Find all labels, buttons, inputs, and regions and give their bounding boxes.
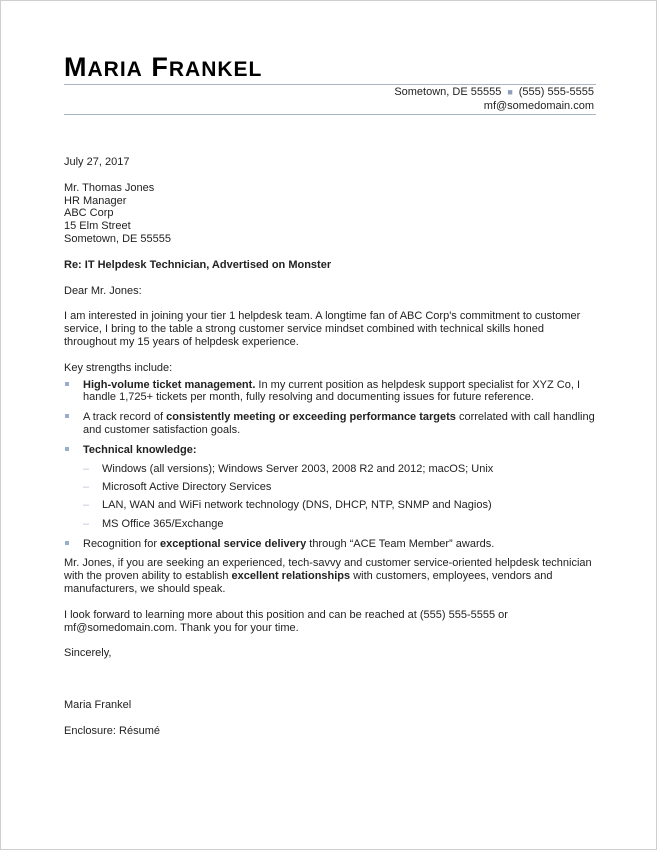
letter-date: July 27, 2017 — [64, 156, 130, 168]
bullet-bold-text: High-volume ticket management. — [83, 378, 256, 391]
tech-knowledge-list — [83, 463, 597, 531]
dash-bullet-icon: – — [83, 499, 90, 512]
square-bullet-icon — [65, 447, 69, 451]
header-rule-top — [64, 84, 596, 85]
sub-item-text: MS Office 365/Exchange — [102, 517, 224, 530]
sub-list-item — [83, 463, 597, 476]
list-item — [64, 411, 597, 437]
bullet-text: A track record of — [83, 411, 167, 424]
recipient-line: ABC Corp — [64, 207, 114, 220]
list-item — [64, 538, 597, 551]
bullet-bold-text: exceptional service delivery — [160, 537, 307, 550]
separator-bullet-icon: ■ — [507, 87, 513, 97]
intro-line: throughout my 15 years of helpdesk experience. — [64, 335, 299, 348]
closing-text: with customers, employees, vendors and manufacturers, we should speak. — [64, 570, 553, 595]
square-bullet-icon — [65, 382, 69, 386]
contact-address: Sometown, DE 55555 — [394, 86, 502, 98]
closing-paragraph — [64, 557, 597, 595]
dash-bullet-icon: – — [83, 480, 90, 493]
contact-phone: (555) 555-5555 — [518, 86, 594, 98]
header-rule-bottom — [64, 114, 596, 115]
sub-item-text: LAN, WAN and WiFi network technology (DNS, DHCP, NTP, SNMP and Nagios) — [102, 499, 492, 512]
square-bullet-icon — [65, 541, 69, 545]
recipient-line: HR Manager — [64, 194, 127, 207]
bullet-text: Recognition for — [83, 537, 161, 550]
sub-item-text: Windows (all versions); Windows Server 2003, 2008 R2 and 2012; macOS; Unix — [102, 462, 494, 475]
intro-line: service, I bring to the table a strong customer service mindset combined with technical skills honed — [64, 323, 544, 336]
strengths-list — [64, 379, 597, 551]
contact-block — [394, 86, 594, 113]
recipient-line: Mr. Thomas Jones — [64, 181, 155, 194]
dash-bullet-icon: – — [83, 462, 90, 475]
closing-paragraph-2: I look forward to learning more about this position and can be reached at (555) 555-5555 or mf@somedomain.com. Thank you for your time. — [64, 608, 508, 634]
strengths-label: Key strengths include: — [64, 361, 173, 374]
intro-line: I am interested in joining your tier 1 helpdesk team. A longtime fan of ABC Corp's commitment to customer — [64, 310, 581, 323]
sub-list-item — [83, 481, 597, 494]
signature-name: Maria Frankel — [64, 699, 132, 712]
bullet-bold-text: consistently meeting or exceeding performance targets — [166, 411, 456, 424]
name-rest-first: ARIA — [87, 58, 143, 81]
list-item — [64, 444, 597, 531]
recipient-line: 15 Elm Street — [64, 220, 131, 233]
bullet-text: through “ACE Team Member” awards. — [306, 537, 495, 550]
sub-list-item — [83, 518, 597, 531]
applicant-name — [64, 52, 262, 85]
bullet-text: In my current position as helpdesk support specialist for XYZ Co, I handle 1,725+ tickets per month, fully resolving and documenting issues for future reference. — [83, 378, 581, 404]
dash-bullet-icon: – — [83, 517, 90, 530]
contact-line-1 — [394, 86, 594, 100]
contact-email: mf@somedomain.com — [483, 99, 594, 112]
list-item — [64, 379, 597, 405]
salutation: Dear Mr. Jones: — [64, 284, 142, 297]
square-bullet-icon — [65, 414, 69, 418]
signoff: Sincerely, — [64, 647, 112, 660]
enclosure-line: Enclosure: Résumé — [64, 724, 160, 737]
closing-bold-text: excellent relationships — [231, 570, 351, 583]
bullet-bold-text: Technical knowledge: — [83, 443, 197, 456]
name-initial-last: F — [151, 52, 169, 82]
name-initial-first: M — [64, 52, 88, 82]
sub-item-text: Microsoft Active Directory Services — [102, 480, 272, 493]
subject-line: Re: IT Helpdesk Technician, Advertised on Monster — [64, 258, 332, 271]
sub-list-item — [83, 499, 597, 512]
recipient-line: Sometown, DE 55555 — [64, 232, 172, 245]
closing-text: Mr. Jones, if you are seeking an experienced, tech-savvy and customer service-oriented helpdesk technician with the proven ability to establish — [64, 557, 592, 583]
bullet-text: correlated with call handling and customer satisfaction goals. — [83, 411, 595, 436]
letter-body — [64, 156, 597, 738]
name-rest-last: RANKEL — [168, 58, 263, 81]
